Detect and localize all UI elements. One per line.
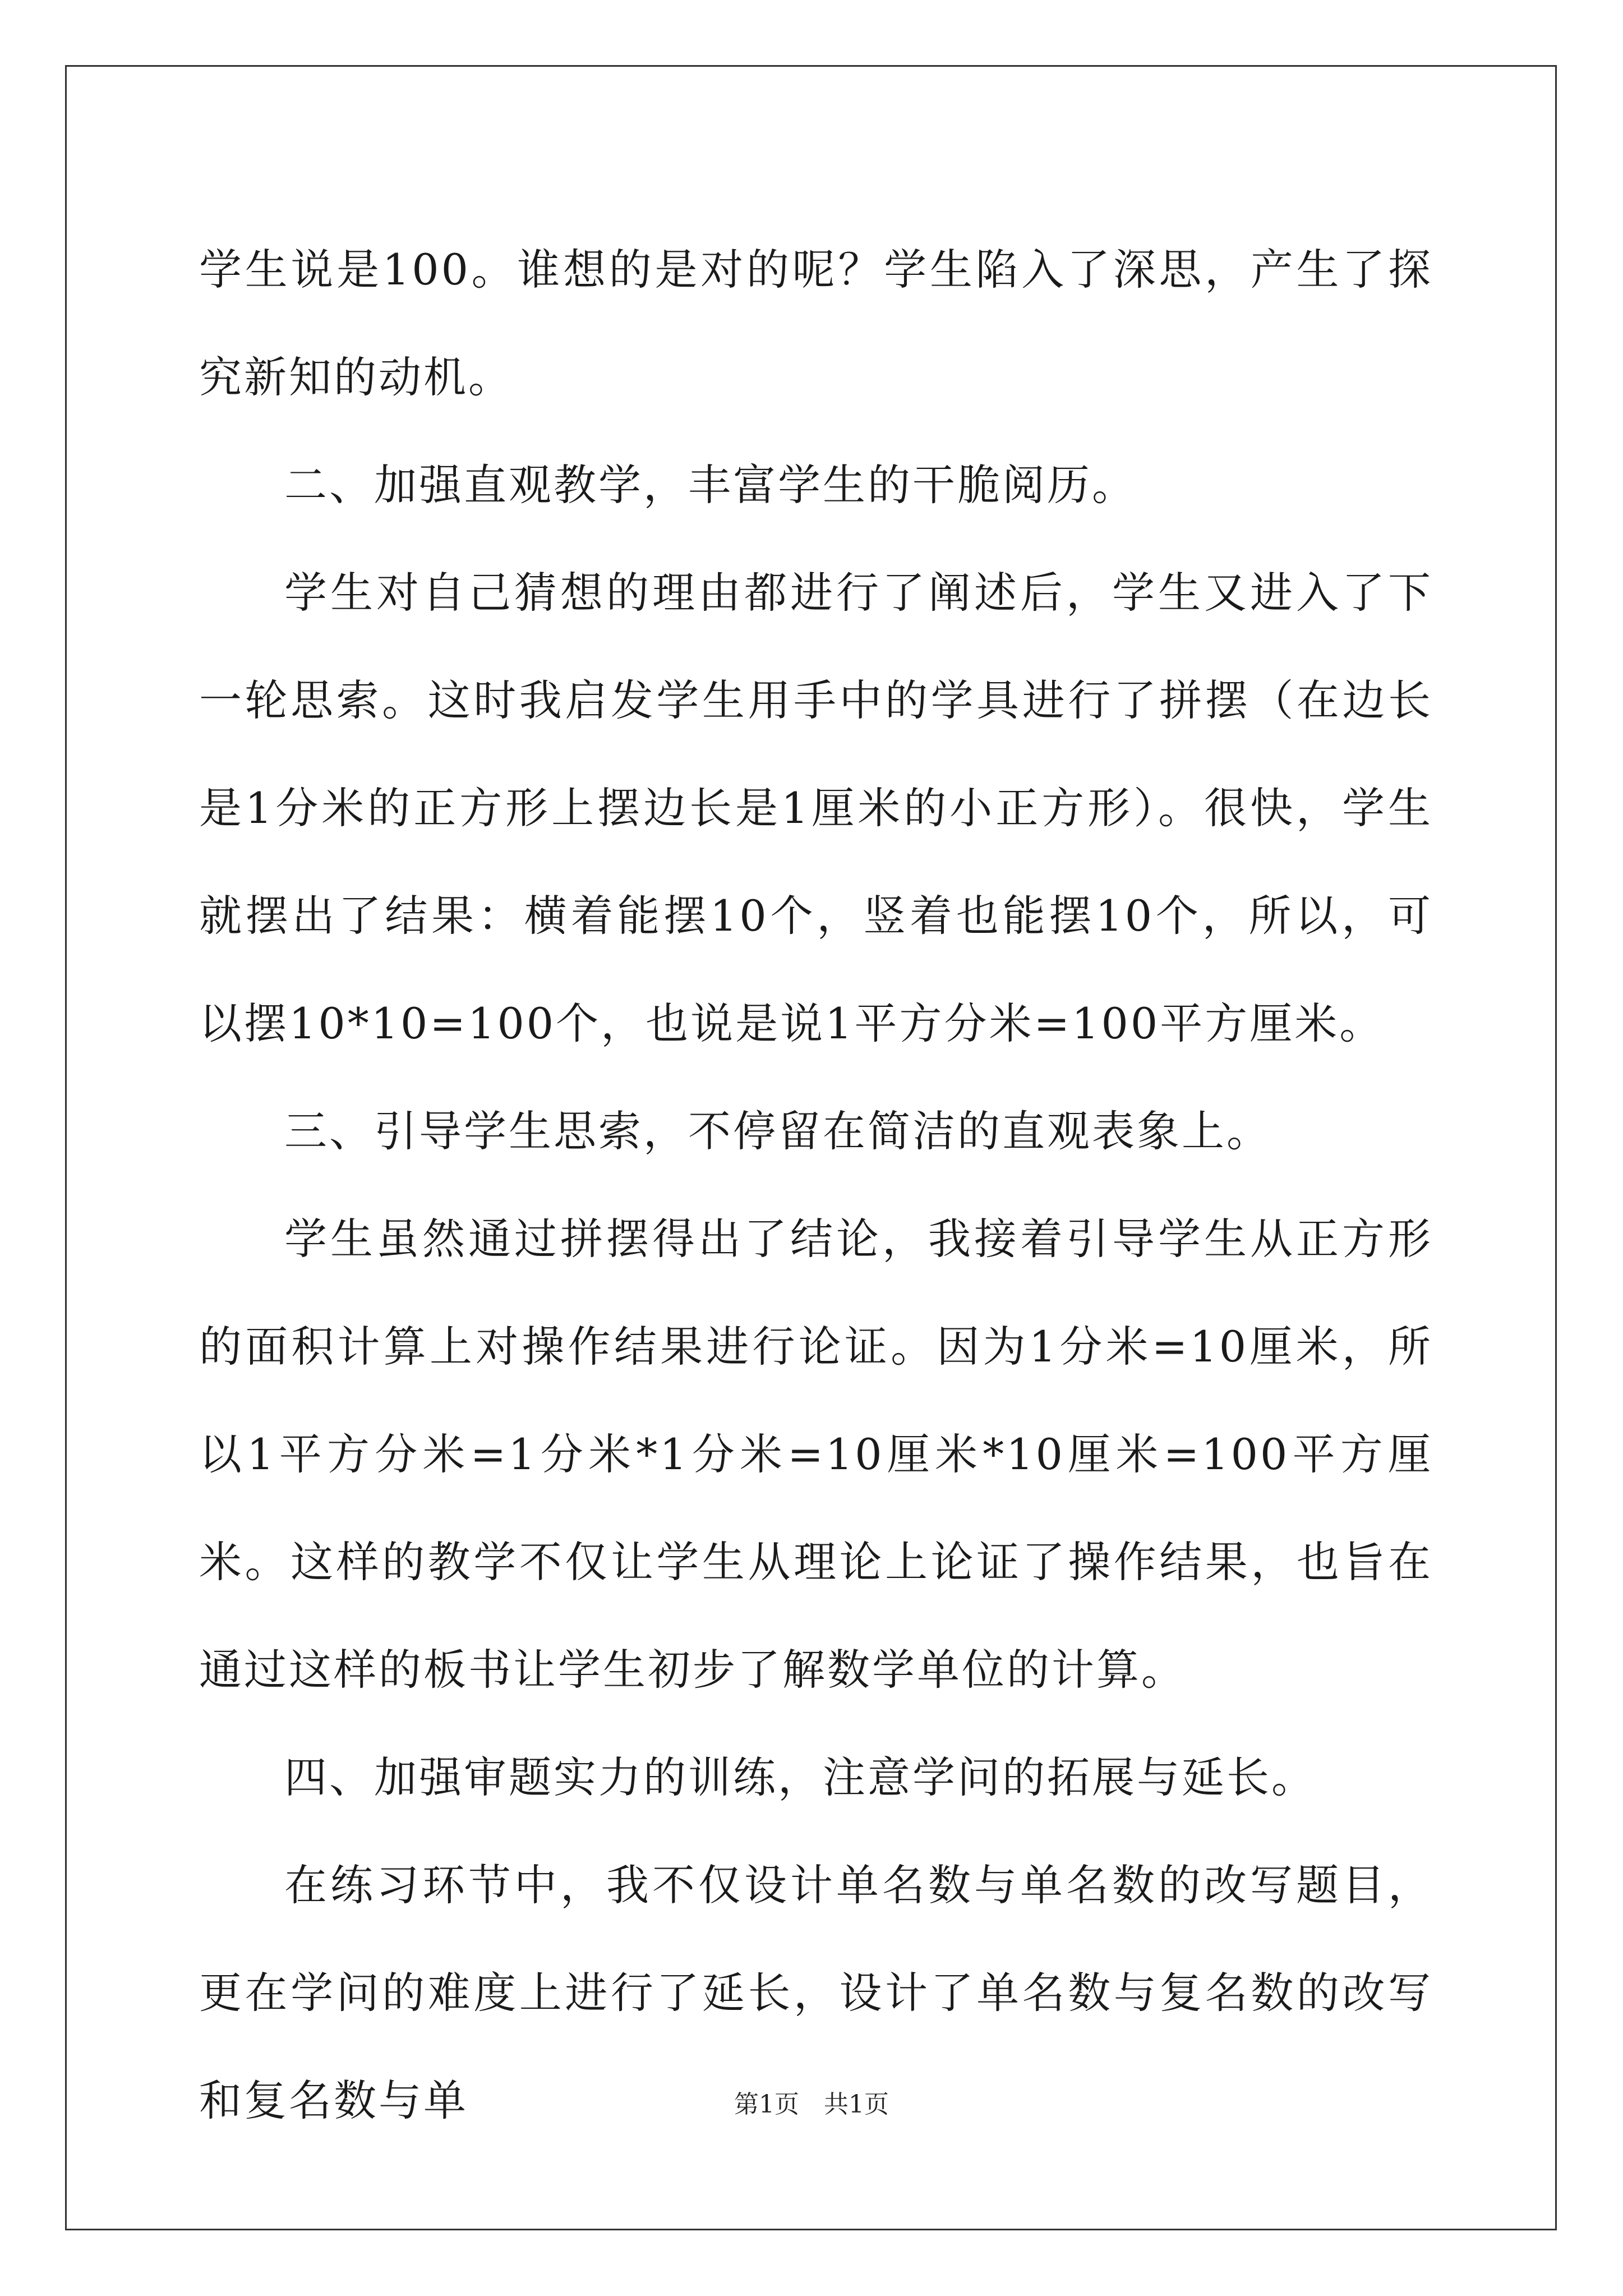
paragraph-body: 学生虽然通过拼摆得出了结论，我接着引导学生从正方形的面积计算上对操作结果进行论证。因为1分米=10厘米，所以1平方分米=1分米*1分米=10厘米*10厘米=100平方厘米。这样的教学不仅让学生从理论上论证了操作结果，也旨在通过这样的板书让学生初步了解数学单位的计算。 [199, 1214, 1433, 1695]
section-heading-2: 二、加强直观教学，丰富学生的干脆阅历。 [284, 460, 1137, 510]
page-footer: 第1页 共1页 [734, 2090, 889, 2119]
section-heading-3: 三、引导学生思索，不停留在简洁的直观表象上。 [284, 1106, 1271, 1156]
document-body [199, 216, 1433, 2155]
paragraph-body: 学生对自己猜想的理由都进行了阐述后，学生又进入了下一轮思索。这时我启发学生用手中的学具进行了拼摆（在边长是1分米的正方形上摆边长是1厘米的小正方形）。很快，学生就摆出了结果：横着能摆10个，竖着也能摆10个，所以，可以摆10*10=100个，也说是说1平方分米=100平方厘米。 [199, 568, 1433, 1048]
section-heading-4: 四、加强审题实力的训练，注意学问的拓展与延长。 [284, 1752, 1316, 1802]
paragraph-continuation: 学生说是100。谁想的是对的呢？学生陷入了深思，产生了探究新知的动机。 [199, 245, 1433, 402]
paragraph-body: 在练习环节中，我不仅设计单名数与单名数的改写题目，更在学问的难度上进行了延长，设计了单名数与复名数的改写和复名数与单 [199, 1860, 1433, 2125]
